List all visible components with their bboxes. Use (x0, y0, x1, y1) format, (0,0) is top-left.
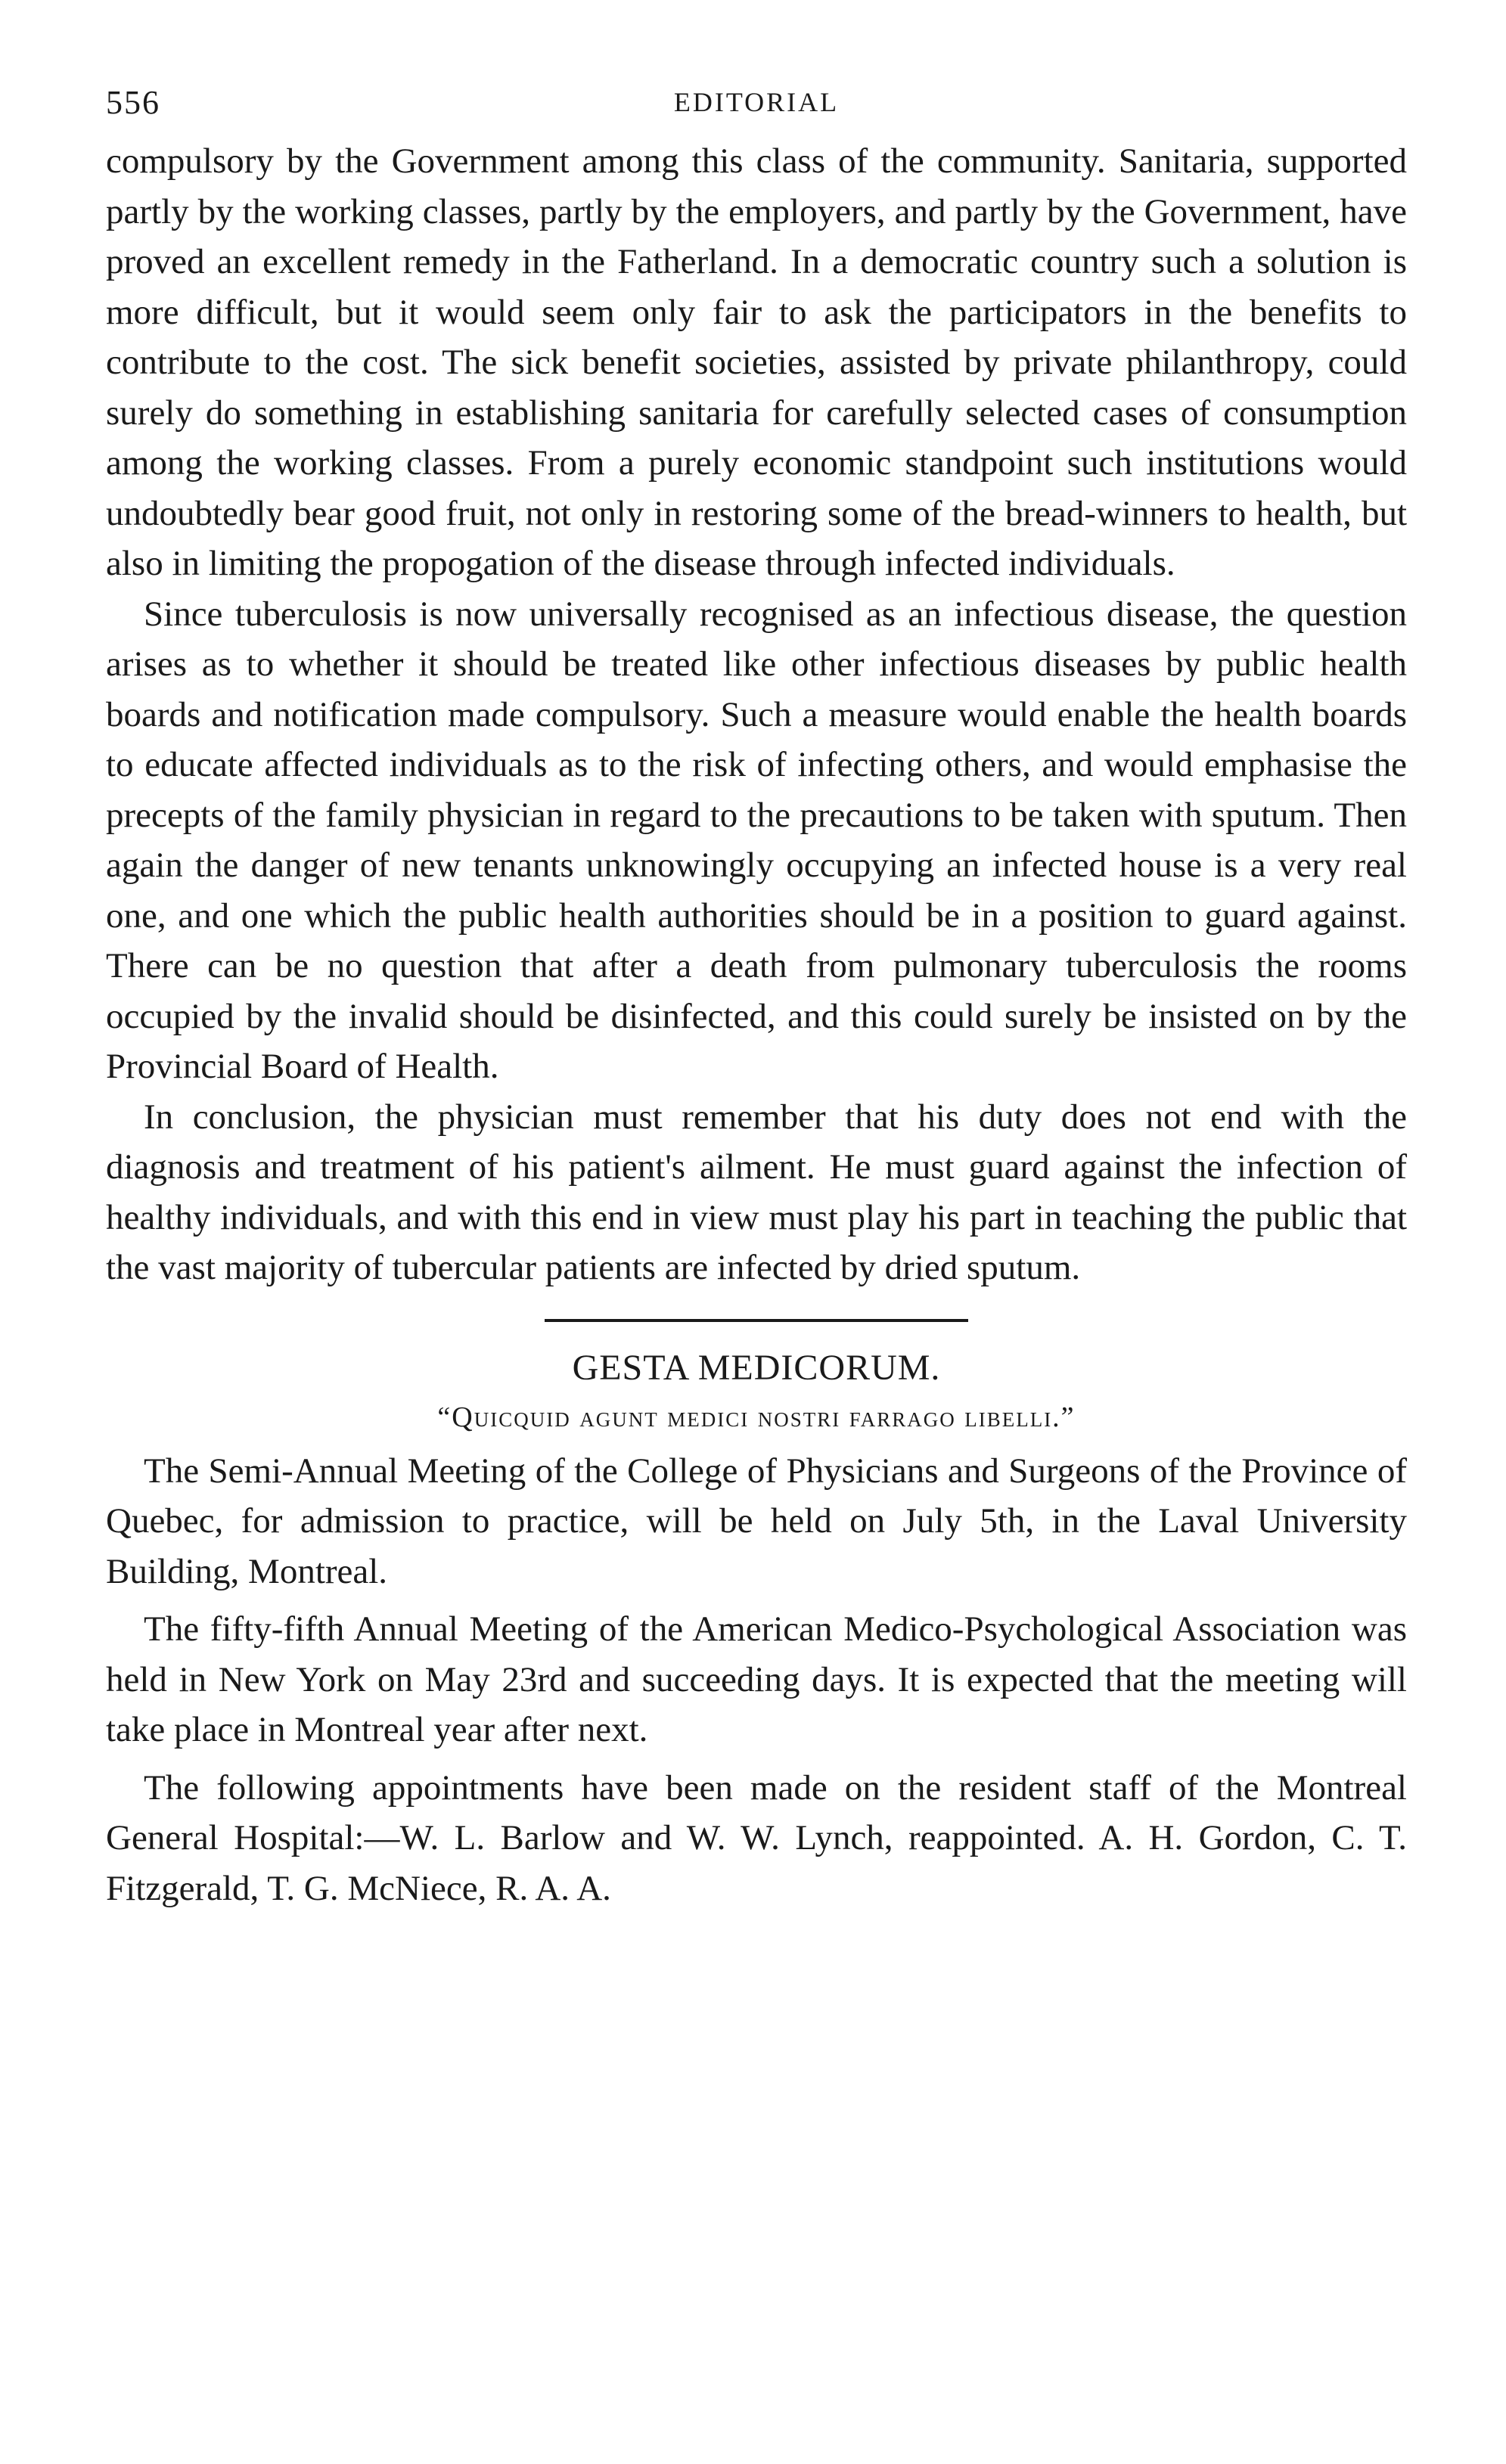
section-title: GESTA MEDICORUM. (572, 1347, 941, 1388)
editorial-paragraph-1: compulsory by the Government among this class of the community. Sanitaria, supported partly by the working classes, partly by the employers, and partly by the Government, have proved an excellent remedy in the Fatherland. In a democratic country such a solution is more difficult, but it would seem only fair to ask the participators in the benefits to contribute to the cost. The sick benefit societies, assisted by private philanthropy, could surely do something in establishing sanitaria for carefully selected cases of consumption among the working classes. From a purely economic standpoint such institutions would undoubtedly bear good fruit, not only in restoring some of the bread-winners to health, but also in limiting the propogation of the disease through infected individuals. (106, 141, 1407, 583)
page-number: 556 (106, 84, 160, 121)
news-paragraph-3: The following appointments have been made on the resident staff of the Montreal General Hospital:—W. L. Barlow and W. W. Lynch, reappointed. A. H. Gordon, C. T. Fitzgerald, T. G. McNiece, R. A. A. (106, 1767, 1407, 1908)
news-paragraph-1: The Semi-Annual Meeting of the College of Physicians and Surgeons of the Province of Quebec, for admission to practice, will be held on July 5th, in the Laval University Building, Montreal. (106, 1451, 1407, 1591)
page (106, 83, 1407, 1913)
section-motto: “Quicquid agunt medici nostri farrago libelli.” (437, 1401, 1076, 1433)
running-head (106, 83, 1407, 136)
section-divider (545, 1319, 968, 1322)
running-title: EDITORIAL (673, 87, 840, 117)
gesta-medicorum-section (106, 1343, 1407, 1914)
editorial-body (106, 136, 1407, 1293)
editorial-paragraph-3: In conclusion, the physician must remember that his duty does not end with the diagnosis and treatment of his patient's ailment. He must guard against the infection of healthy individuals, and with this end in view must play his part in teaching the public that the vast majority of tubercular patients are infected by dried sputum. (106, 1097, 1407, 1287)
news-paragraph-2: The fifty-fifth Annual Meeting of the American Medico-Psychological Association was held in New York on May 23rd and succeeding days. It is expected that the meeting will take place in Montreal year after next. (106, 1609, 1407, 1749)
editorial-paragraph-2: Since tuberculosis is now universally recognised as an infectious disease, the question arises as to whether it should be treated like other infectious diseases by public health boards and notification made compulsory. Such a measure would enable the health boards to educate affected individuals as to the risk of infecting others, and would emphasise the precepts of the family physician in regard to the precautions to be taken with sputum. Then again the danger of new tenants unknowingly occupying an infected house is a very real one, and one which the public health authorities should be in a position to guard against. There can be no question that after a death from pulmonary tuberculosis the rooms occupied by the invalid should be disinfected, and this could surely be insisted on by the Provincial Board of Health. (106, 594, 1407, 1086)
